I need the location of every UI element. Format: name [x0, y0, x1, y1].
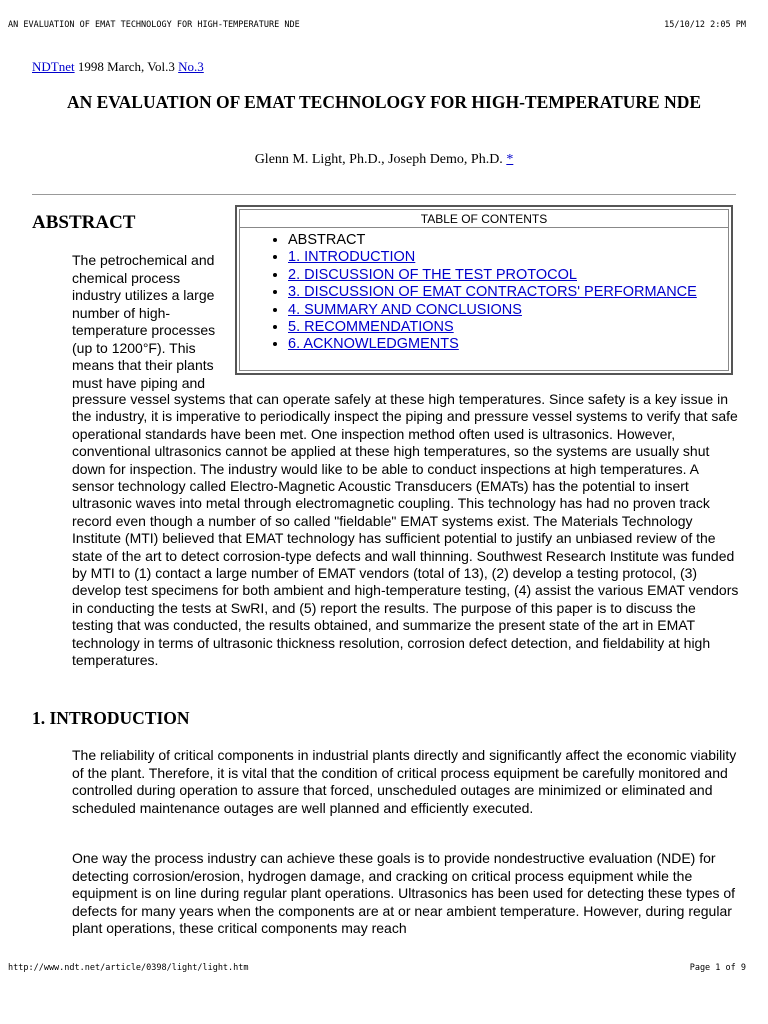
ndtnet-link[interactable]: NDTnet	[32, 59, 75, 74]
print-header-datetime: 15/10/12 2:05 PM	[664, 20, 746, 30]
toc-item-abstract	[288, 232, 728, 249]
abstract-text-continued: pressure vessel systems that can operate safely at these high temperatures. Since safety is a key issue in the industry, it is imperative to periodically inspect the piping and pressure vessel systems to verify that safe operational standards have been met. One inspection method often used is ultrasonics. However, conventional ultrasonics cannot be applied at these high temperatures, so the systems are usually shut down for inspection. The industry would like to be able to conduct inspections at high temperatures. A sensor technology called Electro-Magnetic Acoustic Transducers (EMATs) has the potential to insert ultrasonic waves into metal through electromagnetic coupling. This technology has had no proven track record even though a number of so called "fieldable" EMAT systems exist. The Materials Technology Institute (MTI) believed that EMAT technology has sufficient potential to justify an unbiased review of the state of the art to detect corrosion-type defects and wall thinning. Southwest Research Institute was funded by MTI to (1) contact a large number of EMAT vendors (total of 13), (2) develop a testing protocol, (3) develop test specimens for both ambient and high-temperature testing, (4) assist the various EMAT vendors in conducting the tests at SwRI, and (5) report the results. The purpose of this paper is to discuss the testing that was conducted, the results obtained, and summarize the present state of the art in EMAT technology in terms of ultrasonic thickness resolution, corrosion defect detection, and fieldability at high temperatures.	[72, 391, 739, 669]
toc-item-summary[interactable]	[288, 302, 728, 319]
toc-label-abstract: ABSTRACT	[288, 232, 366, 248]
print-footer	[8, 963, 746, 973]
toc-link-recommendations[interactable]: 5. RECOMMENDATIONS	[288, 319, 454, 336]
toc-frame	[239, 209, 729, 371]
print-header-title: AN EVALUATION OF EMAT TECHNOLOGY FOR HIGH-TEMPERATURE NDE	[8, 20, 300, 30]
toc-item-contractors[interactable]	[288, 284, 728, 301]
abstract-text-start: The petrochemical and chemical process industry utilizes a large number of high-temperature processes (up to 1200°F). This means that their plants must have piping and	[72, 252, 216, 391]
toc-link-test-protocol[interactable]: 2. DISCUSSION OF THE TEST PROTOCOL	[288, 266, 577, 283]
toc-item-acknowledgments[interactable]	[288, 336, 728, 353]
breadcrumb	[32, 59, 204, 75]
issue-link[interactable]: No.3	[178, 59, 204, 74]
toc-list	[240, 232, 728, 354]
toc-item-introduction[interactable]	[288, 249, 728, 266]
toc-link-summary[interactable]: 4. SUMMARY AND CONCLUSIONS	[288, 301, 522, 318]
print-header	[8, 20, 746, 30]
toc-heading: TABLE OF CONTENTS	[240, 210, 728, 228]
table-of-contents	[235, 205, 733, 375]
abstract-heading: ABSTRACT	[32, 212, 136, 233]
introduction-paragraph-1: The reliability of critical components in industrial plants directly and significantly affect the economic viability of the plant. Therefore, it is vital that the condition of critical process equipment be carefully monitored and controlled during operation to assure that forced, unscheduled outages are minimized or eliminated and scheduled maintenance outages are well planned and efficiently executed.	[72, 747, 737, 816]
introduction-heading: 1. INTRODUCTION	[32, 708, 190, 728]
toc-link-acknowledgments[interactable]: 6. ACKNOWLEDGMENTS	[288, 336, 459, 353]
authors-text: Glenn M. Light, Ph.D., Joseph Demo, Ph.D.	[254, 152, 507, 167]
toc-link-introduction[interactable]: 1. INTRODUCTION	[288, 249, 416, 266]
breadcrumb-date: 1998 March, Vol.3	[74, 59, 179, 74]
toc-link-contractors[interactable]: 3. DISCUSSION OF EMAT CONTRACTORS' PERFORMANCE	[288, 284, 697, 301]
print-footer-url: http://www.ndt.net/article/0398/light/light.htm	[8, 963, 249, 973]
author-note-link[interactable]: *	[506, 152, 514, 167]
toc-item-test-protocol[interactable]	[288, 267, 728, 284]
print-footer-page: Page 1 of 9	[689, 963, 746, 973]
authors	[0, 152, 768, 168]
page-title: AN EVALUATION OF EMAT TECHNOLOGY FOR HIGH-TEMPERATURE NDE	[66, 92, 702, 112]
introduction-paragraph-2: One way the process industry can achieve these goals is to provide nondestructive evaluation (NDE) for detecting corrosion/erosion, hydrogen damage, and cracking on critical process equipment while the equipment is on line during regular plant operations. Ultrasonics has been used for detecting these types of defects for many years when the components are at or near ambient temperature. However, during regular plant operations, these critical components may reach	[72, 850, 736, 937]
toc-item-recommendations[interactable]	[288, 319, 728, 336]
header-divider	[32, 194, 736, 195]
